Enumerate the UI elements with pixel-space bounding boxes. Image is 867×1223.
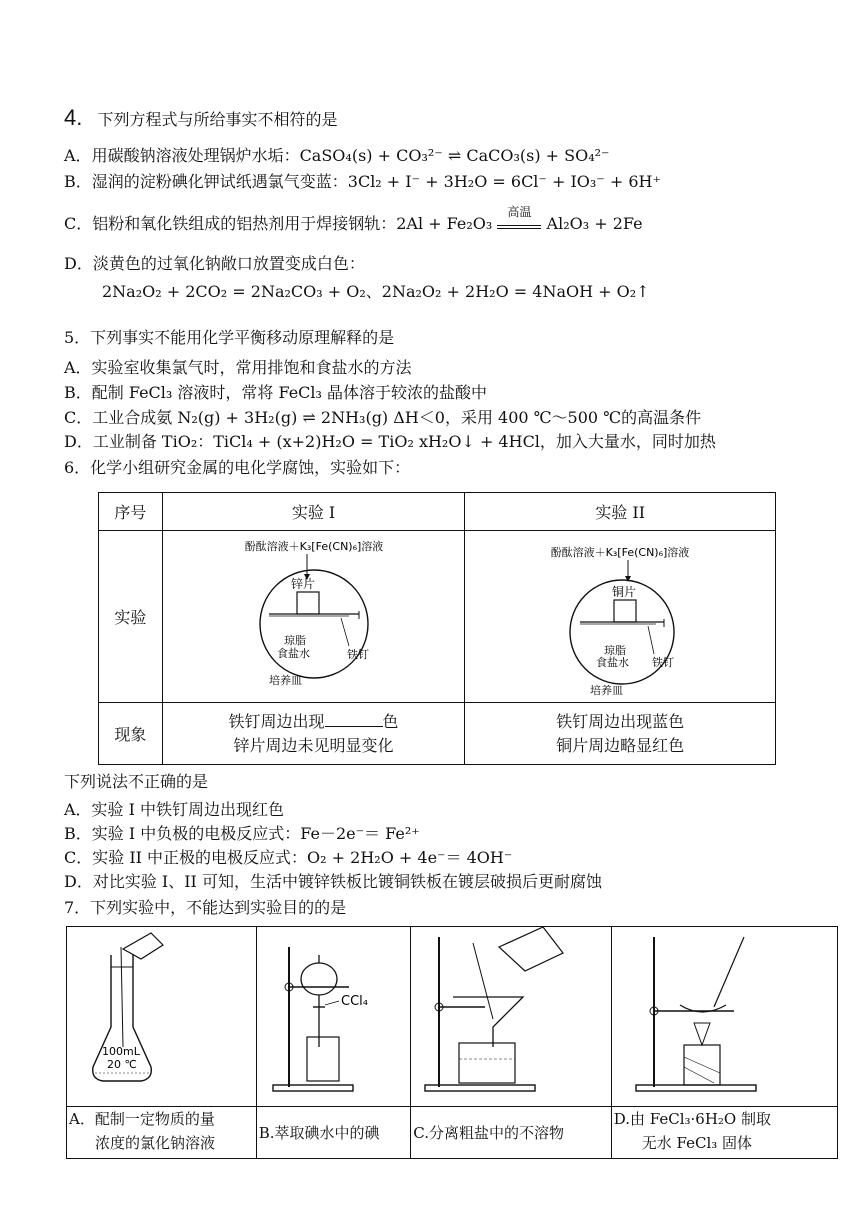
q4-b-label: B．: [64, 172, 92, 191]
exp2-reagent-label: 酚酞溶液＋K₃[Fe(CN)₆]溶液: [550, 545, 690, 559]
q5-stem: 5．下列事实不能用化学平衡移动原理解释的是: [64, 328, 395, 347]
q4-option-b[interactable]: [64, 172, 661, 192]
q6-option-b[interactable]: B．实验 I 中负极的电极反应式：Fe－2e⁻＝ Fe²⁺: [64, 824, 420, 843]
exp2-nail-label: 铁钉: [652, 655, 675, 669]
q5-option-b[interactable]: B．配制 FeCl₃ 溶液时，常将 FeCl₃ 晶体溶于较浓的盐酸中: [64, 383, 488, 402]
q7-option-b[interactable]: [256, 1107, 411, 1159]
q6-table: [98, 492, 776, 765]
q7-a-line1: A．配制一定物质的量: [69, 1110, 215, 1128]
q4-option-a[interactable]: [64, 146, 610, 166]
q7-cell-c-image: [411, 927, 612, 1107]
stirring-rod: [714, 937, 744, 1007]
q4-c-label: C．: [64, 214, 93, 233]
q6-exp2-diagram: [465, 531, 776, 703]
pouring-beaker: [123, 933, 163, 959]
flask-volume-label: 100mL: [102, 1045, 141, 1058]
q7-d-line2: 无水 FeCl₃ 固体: [641, 1134, 753, 1152]
q4-option-c[interactable]: [64, 205, 643, 234]
q7-table: [66, 926, 838, 1159]
filtration-stand-base: [425, 1085, 535, 1091]
q4-d-text: 淡黄色的过氧化钠敞口放置变成白色：: [92, 254, 365, 273]
exp2-saltwater-label: 食盐水: [596, 655, 630, 669]
q4-c-text-pre: 铝粉和氧化铁组成的铝热剂用于焊接钢轨：2Al + Fe₂O₃: [92, 214, 493, 233]
q7-cell-b-image: [256, 927, 411, 1107]
separatory-funnel-diagram: [259, 927, 409, 1103]
q7-d-line1: D.由 FeCl₃·6H₂O 制取: [613, 1110, 772, 1128]
q6-stem: 6．化学小组研究金属的电化学腐蚀，实验如下：: [64, 458, 411, 477]
exp1-metal-label: 锌片: [290, 576, 315, 591]
q7-cell-d-image: [611, 927, 837, 1107]
q7-a-line2: 浓度的氯化钠溶液: [95, 1134, 216, 1152]
q6-header-exp2: 实验 II: [465, 493, 776, 531]
exp1-agar-label: 琼脂: [283, 633, 306, 647]
q6-option-c[interactable]: C．实验 II 中正极的电极反应式：O₂ + 2H₂O + 4e⁻＝ 4OH⁻: [64, 848, 513, 867]
q4-option-d[interactable]: [64, 254, 365, 274]
volumetric-flask-diagram: [71, 927, 251, 1103]
q4-a-text: 用碳酸钠溶液处理锅炉水垢：CaSO₄(s) + CO₃²⁻ ⇌ CaCO₃(s) + SO₄²⁻: [91, 146, 610, 165]
filtrate-beaker: [459, 1043, 515, 1083]
q6-obs2-line1: 铁钉周边出现蓝色: [556, 711, 685, 731]
receiving-beaker: [307, 1037, 339, 1081]
exp2-dish-label: 培养皿: [590, 683, 624, 697]
q7-option-d[interactable]: [611, 1107, 837, 1159]
q4-b-text: 湿润的淀粉碘化钾试纸遇氯气变蓝：3Cl₂ + I⁻ + 3H₂O = 6Cl⁻ + IO₃⁻ + 6H⁺: [91, 172, 661, 191]
exp1-dish-label: 培养皿: [268, 673, 302, 687]
q6-row-observation: 现象: [99, 703, 163, 765]
exp2-copper-sheet: [614, 600, 636, 622]
evaporation-diagram: [614, 927, 834, 1103]
q5-option-d[interactable]: D．工业制备 TiO₂：TiCl₄ + (x+2)H₂O = TiO₂ xH₂O↓ + 4HCl，加入大量水，同时加热: [64, 432, 716, 451]
q4-number: 4.: [64, 105, 83, 130]
q6-row-experiment: 实验: [99, 531, 163, 703]
q6-obs1-line1-post: 色: [382, 711, 399, 731]
q5-option-a[interactable]: A．实验室收集氯气时，常用排饱和食盐水的方法: [64, 358, 412, 377]
q6-exp1-diagram: [162, 531, 465, 703]
q7-c-text: C.分离粗盐中的不溶物: [413, 1124, 564, 1142]
q5-option-c[interactable]: C．工业合成氨 N₂(g) + 3H₂(g) ⇌ 2NH₃(g) ΔH＜0，采用 400 ℃～500 ℃的高温条件: [64, 408, 702, 427]
alcohol-lamp-flame: [694, 1023, 710, 1045]
exp1-petri-dish-diagram: [169, 534, 459, 700]
exp1-zinc-sheet: [297, 592, 319, 614]
exp2-metal-label: 铜片: [612, 584, 637, 599]
q7-cell-a-image: [67, 927, 257, 1107]
q4-stem: [64, 105, 338, 130]
stand-base: [273, 1085, 353, 1091]
separatory-funnel: [301, 963, 337, 995]
filter-funnel: [453, 997, 523, 1047]
q6-obs1-line1-pre: 铁钉周边出现: [228, 711, 325, 731]
q6-obs1-line2: 锌片周边未见明显变化: [233, 735, 394, 755]
flask-temp-label: 20 ℃: [107, 1058, 138, 1071]
q6-option-a[interactable]: A．实验 I 中铁钉周边出现红色: [64, 800, 285, 819]
q4-a-label: A．: [64, 146, 92, 165]
q7-b-text: B.萃取碘水中的碘: [258, 1124, 380, 1142]
q4-c-condition: 高温: [507, 205, 532, 219]
ccl4-label: CCl₄: [340, 994, 368, 1009]
q6-sub-stem: 下列说法不正确的是: [64, 772, 209, 791]
q4-d-label: D．: [64, 254, 93, 273]
q6-header-index: 序号: [99, 493, 163, 531]
exp2-petri-dish-diagram: [472, 534, 768, 700]
filtration-pouring-beaker: [499, 927, 563, 971]
exp1-nail-label: 铁钉: [346, 647, 369, 661]
high-temp-condition: [497, 205, 541, 229]
exp1-reagent-label: 酚酞溶液＋K₃[Fe(CN)₆]溶液: [244, 539, 383, 553]
filtration-diagram: [413, 927, 609, 1103]
q7-option-c[interactable]: [411, 1107, 612, 1159]
q7-option-a[interactable]: [67, 1107, 257, 1159]
q4-c-text-post: Al₂O₃ + 2Fe: [546, 214, 643, 233]
answer-blank[interactable]: [325, 712, 383, 727]
glass-rod: [121, 947, 123, 1047]
q6-obs2: [465, 703, 776, 765]
exp2-agar-label: 琼脂: [604, 643, 627, 657]
q6-option-d[interactable]: D．对比实验 I、II 可知，生活中镀锌铁板比镀铜铁板在镀层破损后更耐腐蚀: [64, 872, 602, 891]
q4-stem-text: 下列方程式与所给事实不相符的是: [97, 110, 338, 129]
q7-stem: 7．下列实验中，不能达到实验目的的是: [64, 898, 347, 917]
q6-obs1: [162, 703, 465, 765]
exp1-saltwater-label: 食盐水: [276, 646, 310, 660]
q4-d-equation: 2Na₂O₂ + 2CO₂ = 2Na₂CO₃ + O₂、2Na₂O₂ + 2H₂O = 4NaOH + O₂↑: [102, 282, 650, 301]
q6-obs2-line2: 铜片周边略显红色: [556, 735, 685, 755]
q6-header-exp1: 实验 I: [162, 493, 465, 531]
